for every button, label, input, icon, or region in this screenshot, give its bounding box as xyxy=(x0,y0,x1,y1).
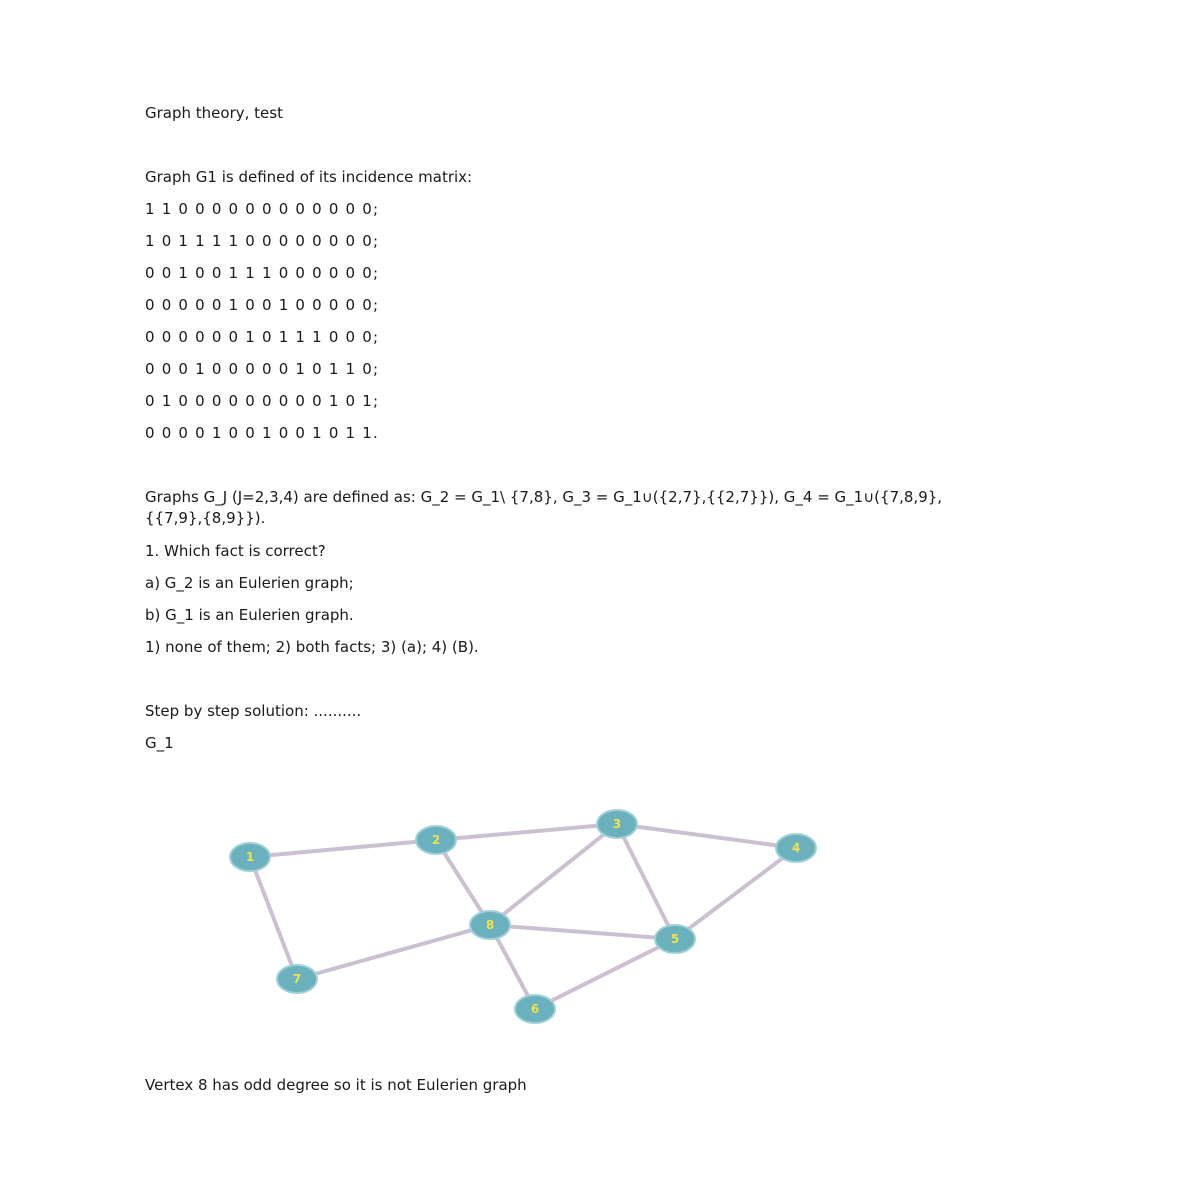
matrix-row: 0 0 0 0 0 1 0 0 1 0 0 0 0 0; xyxy=(145,296,380,314)
graph-node-4 xyxy=(776,834,816,862)
node-label: 8 xyxy=(485,918,495,932)
edge-3-5 xyxy=(617,824,675,939)
graph-node-5 xyxy=(655,925,695,953)
graph-node-8 xyxy=(470,911,510,939)
matrix-row: 0 0 1 0 0 1 1 1 0 0 0 0 0 0; xyxy=(145,264,380,282)
edge-3-4 xyxy=(617,824,796,848)
graph-node-1 xyxy=(230,843,270,871)
matrix-row: 0 0 0 0 0 0 1 0 1 1 1 0 0 0; xyxy=(145,328,380,346)
intro-text: Graph G1 is defined of its incidence matrix: xyxy=(145,168,473,186)
graph-node-2 xyxy=(416,826,456,854)
edge-1-2 xyxy=(250,840,436,857)
node-label: 5 xyxy=(670,932,680,946)
graphs-definition: Graphs G_J (J=2,3,4) are defined as: G_2 = G_1\ {7,8}, G_3 = G_1∪({2,7},{{2,7}}), G_4 = G_1∪({7,8,9},{{7,9},{8,9}}). xyxy=(145,488,943,527)
option-a: a) G_2 is an Eulerien graph; xyxy=(145,574,354,592)
graph-node-3 xyxy=(597,810,637,838)
matrix-row: 1 1 0 0 0 0 0 0 0 0 0 0 0 0; xyxy=(145,200,380,218)
node-label: 1 xyxy=(245,850,255,864)
node-label: 2 xyxy=(431,833,441,847)
graph-edges xyxy=(250,824,796,1009)
answer-choices: 1) none of them; 2) both facts; 3) (a); 4) (B). xyxy=(145,638,479,656)
matrix-row: 0 0 0 1 0 0 0 0 0 1 0 1 1 0; xyxy=(145,360,380,378)
document-title: Graph theory, test xyxy=(145,104,283,122)
edge-5-6 xyxy=(535,939,675,1009)
conclusion-text: Vertex 8 has odd degree so it is not Eulerien graph xyxy=(145,1076,527,1094)
graph-nodes xyxy=(230,810,816,1023)
edge-3-8 xyxy=(490,824,617,925)
node-label: 6 xyxy=(530,1002,540,1016)
question-text: 1. Which fact is correct? xyxy=(145,542,326,560)
graph-node-6 xyxy=(515,995,555,1023)
edge-8-5 xyxy=(490,925,675,939)
edge-2-3 xyxy=(436,824,617,840)
node-label: 4 xyxy=(791,841,801,855)
solution-label: Step by step solution: .......... xyxy=(145,702,362,720)
graph-label: G_1 xyxy=(145,734,174,752)
matrix-row: 0 0 0 0 1 0 0 1 0 0 1 0 1 1. xyxy=(145,424,379,442)
node-label: 3 xyxy=(612,817,622,831)
edge-8-7 xyxy=(297,925,490,979)
node-label: 7 xyxy=(292,972,302,986)
edge-1-7 xyxy=(250,857,297,979)
edge-4-5 xyxy=(675,848,796,939)
graph-node-7 xyxy=(277,965,317,993)
matrix-row: 0 1 0 0 0 0 0 0 0 0 0 1 0 1; xyxy=(145,392,380,410)
option-b: b) G_1 is an Eulerien graph. xyxy=(145,606,354,624)
matrix-row: 1 0 1 1 1 1 0 0 0 0 0 0 0 0; xyxy=(145,232,380,250)
